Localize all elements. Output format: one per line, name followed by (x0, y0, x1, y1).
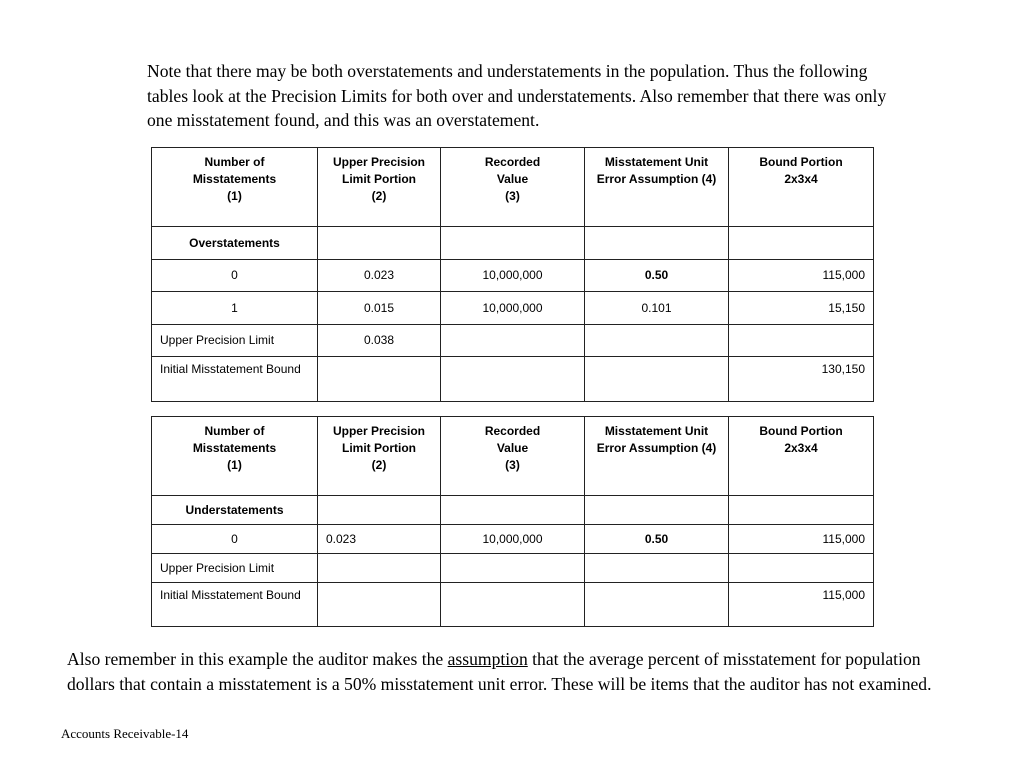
initial-bound-label: Initial Misstatement Bound (152, 357, 318, 402)
slide-footer: Accounts Receivable-14 (61, 726, 189, 741)
closing-paragraph (67, 647, 967, 696)
header-recorded-value: Recorded Value (3) (441, 148, 585, 227)
section-row (152, 496, 874, 525)
section-row (152, 227, 874, 260)
header-row (152, 148, 874, 227)
cell-recorded: 10,000,000 (441, 292, 585, 325)
closing-text-after: that the average percent of misstatement for population dollars that contain a misstatement is a 50% misstatement unit error. These will be items that the auditor has not examined. (67, 649, 932, 694)
closing-text-before: Also remember in this example the auditor makes the (67, 649, 448, 669)
cell-num: 0 (152, 525, 318, 554)
header-number-of-misstatements: Number of Misstatements (1) (152, 148, 318, 227)
header-bound-portion: Bound Portion 2x3x4 (729, 148, 874, 227)
cell-unit-error: 0.50 (585, 525, 729, 554)
header-misstatement-unit-error: Misstatement Unit Error Assumption (4) (585, 148, 729, 227)
table-row (152, 525, 874, 554)
upper-precision-limit-label: Upper Precision Limit (152, 325, 318, 357)
header-upper-precision-limit-portion: Upper Precision Limit Portion (2) (318, 148, 441, 227)
cell-unit-error: 0.50 (585, 260, 729, 292)
section-label: Understatements (152, 496, 318, 525)
header-recorded-value: Recorded Value (3) (441, 417, 585, 496)
overstatements-table (151, 147, 874, 402)
table-row (152, 260, 874, 292)
intro-paragraph: Note that there may be both overstatements and understatements in the population. Thus the following tables look at the Precision Limits for both over and understatements. Also remember that there was only one misstatement found, and this was an overstatement. (147, 61, 887, 130)
initial-bound-value: 130,150 (729, 357, 874, 402)
cell-recorded: 10,000,000 (441, 260, 585, 292)
cell-bound: 15,150 (729, 292, 874, 325)
upper-precision-limit-value: 0.038 (318, 325, 441, 357)
cell-upl: 0.023 (318, 260, 441, 292)
section-label: Overstatements (152, 227, 318, 260)
cell-upl: 0.015 (318, 292, 441, 325)
cell-num: 0 (152, 260, 318, 292)
assumption-underlined: assumption (447, 649, 528, 669)
cell-unit-error: 0.101 (585, 292, 729, 325)
cell-recorded: 10,000,000 (441, 525, 585, 554)
header-upper-precision-limit-portion: Upper Precision Limit Portion (2) (318, 417, 441, 496)
initial-bound-label: Initial Misstatement Bound (152, 583, 318, 627)
header-bound-portion: Bound Portion 2x3x4 (729, 417, 874, 496)
table-row (152, 292, 874, 325)
cell-bound: 115,000 (729, 525, 874, 554)
header-row (152, 417, 874, 496)
upper-precision-limit-row (152, 554, 874, 583)
cell-upl: 0.023 (318, 525, 441, 554)
cell-bound: 115,000 (729, 260, 874, 292)
initial-bound-row (152, 357, 874, 402)
upper-precision-limit-label: Upper Precision Limit (152, 554, 318, 583)
header-number-of-misstatements: Number of Misstatements (1) (152, 417, 318, 496)
initial-bound-value: 115,000 (729, 583, 874, 627)
upper-precision-limit-row (152, 325, 874, 357)
header-misstatement-unit-error: Misstatement Unit Error Assumption (4) (585, 417, 729, 496)
cell-num: 1 (152, 292, 318, 325)
initial-bound-row (152, 583, 874, 627)
understatements-table (151, 416, 874, 627)
